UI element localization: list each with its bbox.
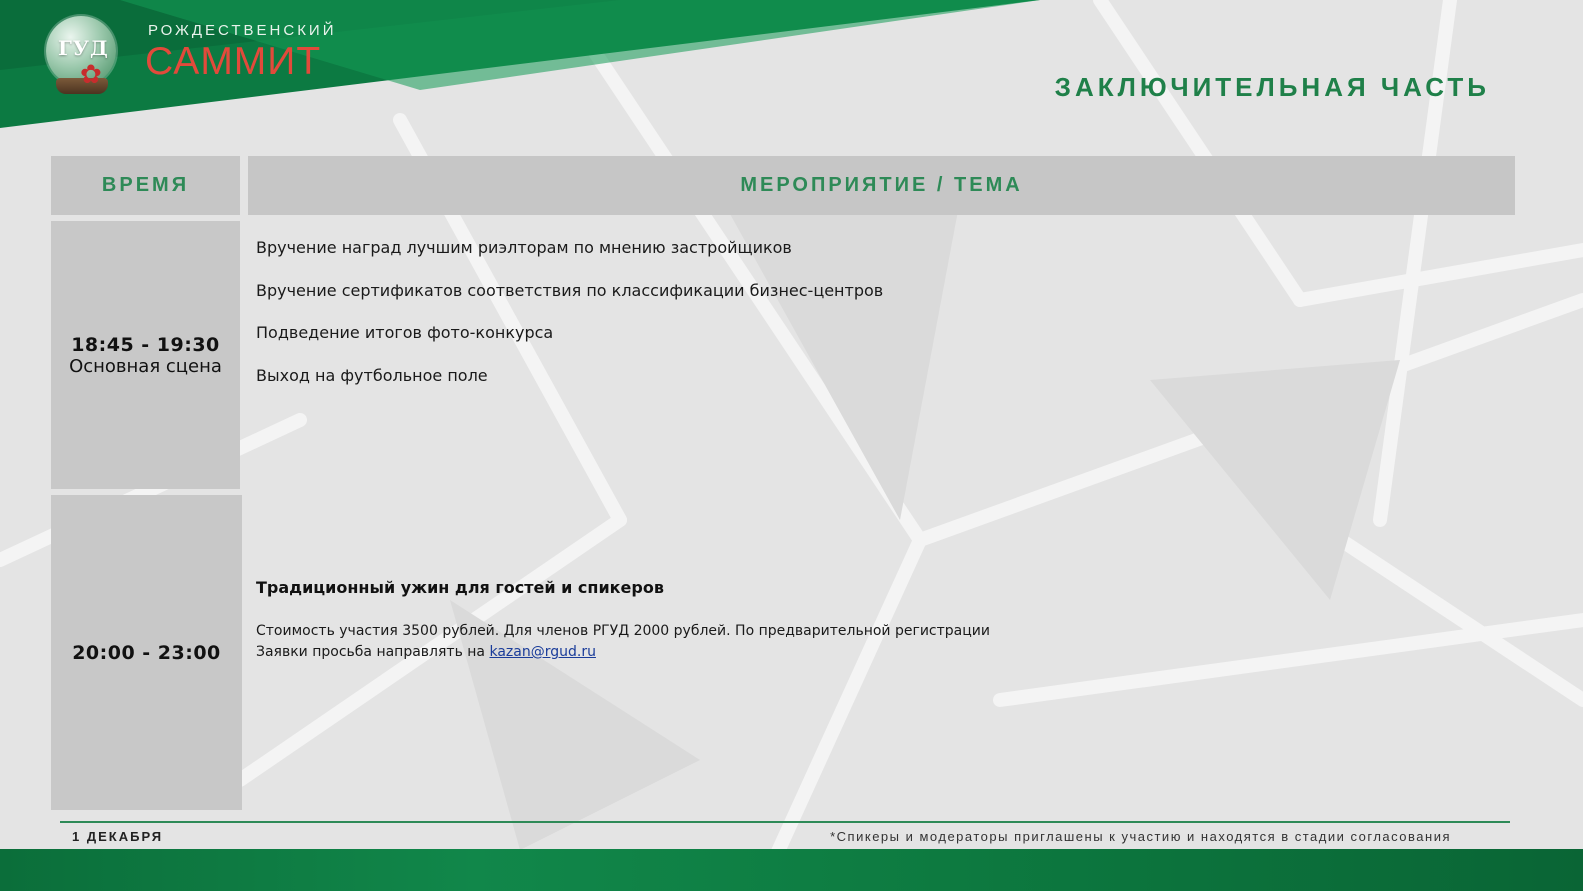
time-cell-ceremony bbox=[51, 221, 240, 489]
logo-mark: ГУД bbox=[58, 36, 109, 60]
dinner-title: Традиционный ужин для гостей и спикеров bbox=[256, 578, 664, 597]
event-item: Вручение сертификатов соответствия по классификации бизнес-центров bbox=[256, 281, 884, 300]
ribbon-bow-icon: ✿ bbox=[80, 60, 102, 90]
footer-divider bbox=[60, 821, 1510, 823]
event-item: Подведение итогов фото-конкурса bbox=[256, 323, 554, 342]
footer-note: *Спикеры и модераторы приглашены к участию и находятся в стадии согласования bbox=[830, 829, 1451, 844]
email-link[interactable]: kazan@rgud.ru bbox=[489, 644, 596, 660]
logo-title-main: САММИТ bbox=[145, 40, 322, 83]
time-range: 18:45 - 19:30 bbox=[71, 333, 220, 356]
header-event: МЕРОПРИЯТИЕ / ТЕМА bbox=[248, 156, 1515, 215]
time-cell-dinner bbox=[51, 495, 242, 810]
footer-date: 1 ДЕКАБРЯ bbox=[72, 829, 164, 844]
page-title: ЗАКЛЮЧИТЕЛЬНАЯ ЧАСТЬ bbox=[1054, 72, 1490, 102]
time-place: Основная сцена bbox=[69, 355, 222, 377]
header-time: ВРЕМЯ bbox=[51, 156, 240, 215]
dinner-contact-info bbox=[256, 644, 596, 660]
event-item: Выход на футбольное поле bbox=[256, 366, 488, 385]
dinner-price-info: Стоимость участия 3500 рублей. Для членов РГУД 2000 рублей. По предварительной регистрации bbox=[256, 623, 990, 639]
dinner-contact-prefix: Заявки просьба направлять на bbox=[256, 644, 490, 660]
logo-title-top: РОЖДЕСТВЕНСКИЙ bbox=[148, 22, 337, 39]
time-range: 20:00 - 23:00 bbox=[72, 641, 221, 664]
event-item: Вручение наград лучшим риэлторам по мнению застройщиков bbox=[256, 238, 792, 257]
footer-band bbox=[0, 849, 1583, 891]
